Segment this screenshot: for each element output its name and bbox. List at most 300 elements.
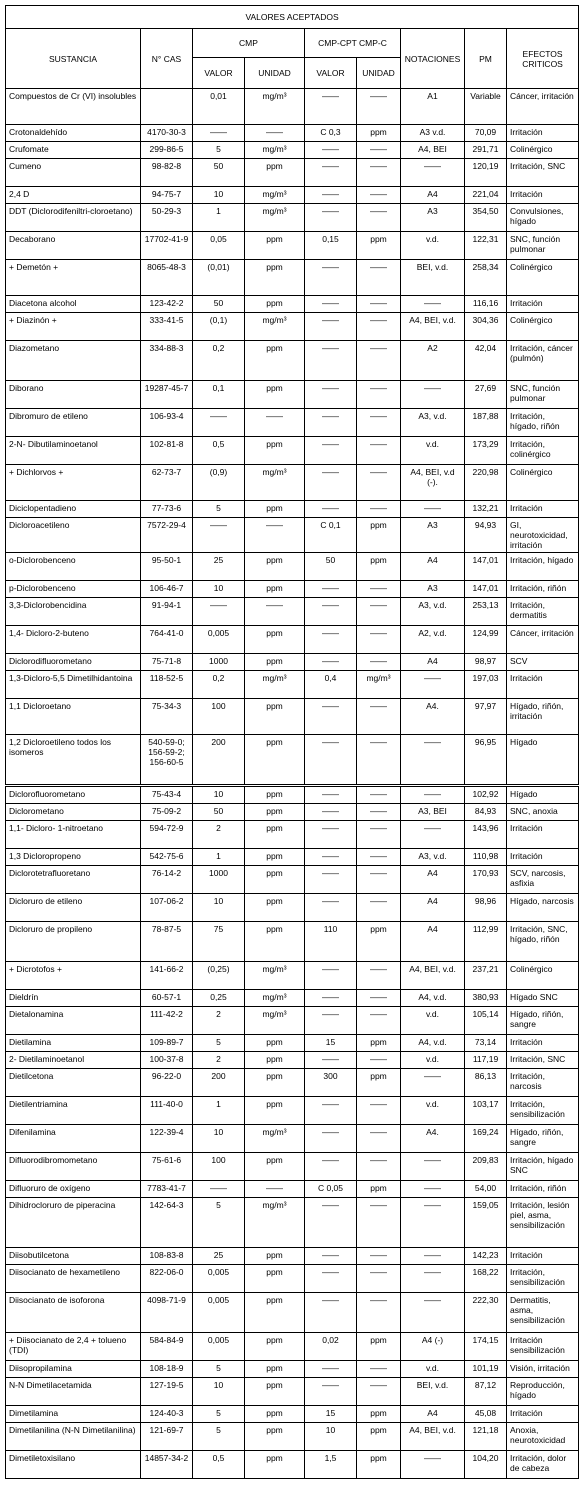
cell-efectos: Irritación, dolor de cabeza	[507, 1451, 579, 1479]
cell-cmp-unidad: ppm	[245, 1423, 305, 1451]
cell-notaciones: v.d.	[401, 1007, 465, 1035]
cell-notaciones: A4, v.d.	[401, 990, 465, 1007]
cell-pm: 170,93	[465, 866, 507, 894]
cell-cmp-valor: (0,1)	[193, 313, 245, 341]
table-row	[6, 1181, 579, 1198]
cell-cmp-valor: 0,005	[193, 1293, 245, 1333]
cell-efectos: SNC, función pulmonar	[507, 232, 579, 260]
cell-efectos: Dermatitis, asma, sensibilización	[507, 1293, 579, 1333]
cell-pm: 87,12	[465, 1378, 507, 1406]
cell-cpt-valor: ——	[305, 1097, 357, 1125]
cell-cmp-unidad: ppm	[245, 1035, 305, 1052]
table-row	[6, 787, 579, 804]
cell-notaciones: A3	[401, 581, 465, 598]
cell-notaciones: A4	[401, 654, 465, 671]
table-row	[6, 465, 579, 501]
cell-efectos: Irritación	[507, 296, 579, 313]
cell-cas: 764-41-0	[141, 626, 193, 654]
cell-pm: 103,17	[465, 1097, 507, 1125]
cell-cpt-valor: ——	[305, 804, 357, 821]
cell-cmp-valor: 5	[193, 501, 245, 518]
cell-cmp-valor: 0,2	[193, 341, 245, 381]
cell-cpt-valor: ——	[305, 581, 357, 598]
cell-cmp-unidad: mg/m³	[245, 89, 305, 125]
table-row	[6, 159, 579, 187]
cell-pm: 45,08	[465, 1406, 507, 1423]
cell-cmp-valor: 10	[193, 1378, 245, 1406]
cell-notaciones: ——	[401, 821, 465, 849]
cell-cmp-unidad: mg/m³	[245, 1007, 305, 1035]
cell-cas: 107-06-2	[141, 894, 193, 922]
cell-pm: 222,30	[465, 1293, 507, 1333]
cell-efectos: Hígado SNC	[507, 990, 579, 1007]
cell-pm: 121,18	[465, 1423, 507, 1451]
cell-cmp-unidad: mg/m³	[245, 962, 305, 990]
cell-cpt-unidad: ——	[357, 894, 401, 922]
cell-cas: 108-83-8	[141, 1248, 193, 1265]
cell-cmp-unidad: ppm	[245, 1069, 305, 1097]
cell-cpt-unidad: ppm	[357, 1423, 401, 1451]
cell-name: Diisocianato de isoforona	[6, 1293, 141, 1333]
cell-cmp-valor: 200	[193, 1069, 245, 1097]
cell-efectos: SCV	[507, 654, 579, 671]
cell-cas: 542-75-6	[141, 849, 193, 866]
table-row	[6, 518, 579, 553]
table-row	[6, 381, 579, 409]
cell-cas	[141, 89, 193, 125]
cell-cpt-valor: 0,4	[305, 671, 357, 699]
cell-cmp-valor: 1000	[193, 866, 245, 894]
cell-name: + Demetón +	[6, 260, 141, 296]
cell-efectos: Irritación, sensibilización	[507, 1265, 579, 1293]
cell-cmp-valor: ——	[193, 598, 245, 626]
cell-cpt-valor: ——	[305, 501, 357, 518]
cell-cpt-valor: ——	[305, 89, 357, 125]
cell-name: DDT (Diclorodifeniltri-cloroetano)	[6, 204, 141, 232]
cell-notaciones: v.d.	[401, 437, 465, 465]
cell-cas: 127-19-5	[141, 1378, 193, 1406]
table-row	[6, 1069, 579, 1097]
cell-name: Diisobutilcetona	[6, 1248, 141, 1265]
table-row	[6, 821, 579, 849]
cell-notaciones: A1	[401, 89, 465, 125]
header-sustancia: SUSTANCIA	[6, 29, 141, 89]
cell-cas: 124-40-3	[141, 1406, 193, 1423]
table-row	[6, 1052, 579, 1069]
cell-cmp-unidad: ppm	[245, 849, 305, 866]
cell-cpt-valor: 1,5	[305, 1451, 357, 1479]
cell-cmp-unidad: ppm	[245, 1333, 305, 1361]
cell-name: 1,3 Dicloropropeno	[6, 849, 141, 866]
cell-cas: 333-41-5	[141, 313, 193, 341]
cell-name: Crotonaldehído	[6, 125, 141, 142]
cell-cas: 76-14-2	[141, 866, 193, 894]
cell-cas: 62-73-7	[141, 465, 193, 501]
cell-pm: 187,88	[465, 409, 507, 437]
cell-cmp-valor: ——	[193, 1181, 245, 1198]
cell-cpt-unidad: ——	[357, 501, 401, 518]
cell-cmp-valor: 5	[193, 142, 245, 159]
cell-efectos: Visión, irritación	[507, 1361, 579, 1378]
cell-cmp-valor: 50	[193, 804, 245, 821]
table-row	[6, 1451, 579, 1479]
cell-cpt-unidad: ——	[357, 598, 401, 626]
cell-efectos: SCV, narcosis, asfixia	[507, 866, 579, 894]
cell-notaciones: A3	[401, 204, 465, 232]
cell-cpt-valor: ——	[305, 313, 357, 341]
cell-name: Dihidrocloruro de piperacina	[6, 1198, 141, 1248]
table-row	[6, 735, 579, 785]
cell-cmp-unidad: ppm	[245, 787, 305, 804]
cell-cas: 142-64-3	[141, 1198, 193, 1248]
cell-cpt-unidad: ——	[357, 654, 401, 671]
cell-cmp-valor: 10	[193, 581, 245, 598]
cell-cmp-unidad: ppm	[245, 553, 305, 581]
cell-notaciones: A4, BEI, v.d.	[401, 1423, 465, 1451]
cell-cpt-valor: ——	[305, 990, 357, 1007]
cell-pm: 237,21	[465, 962, 507, 990]
cell-pm: 221,04	[465, 187, 507, 204]
cell-cpt-unidad: ppm	[357, 1406, 401, 1423]
cell-efectos: GI, neurotoxicidad, irritación	[507, 518, 579, 553]
cell-cas: 96-22-0	[141, 1069, 193, 1097]
cell-cpt-unidad: ——	[357, 787, 401, 804]
cell-cpt-unidad: ——	[357, 89, 401, 125]
cell-pm: 291,71	[465, 142, 507, 159]
cell-efectos: Convulsiones, hígado	[507, 204, 579, 232]
cell-notaciones: BEI, v.d.	[401, 1378, 465, 1406]
cell-pm: 27,69	[465, 381, 507, 409]
cell-cmp-valor: 0,5	[193, 437, 245, 465]
cell-cmp-unidad: ppm	[245, 1451, 305, 1479]
table-row	[6, 89, 579, 125]
cell-cas: 7572-29-4	[141, 518, 193, 553]
cell-efectos: SNC, anoxia	[507, 804, 579, 821]
cell-cpt-unidad: ——	[357, 699, 401, 735]
cell-cpt-valor: ——	[305, 1007, 357, 1035]
header-efectos: EFECTOS CRITICOS	[507, 29, 579, 89]
cell-pm: 132,21	[465, 501, 507, 518]
cell-name: Diclorometano	[6, 804, 141, 821]
cell-cpt-unidad: ——	[357, 409, 401, 437]
cell-cmp-unidad: mg/m³	[245, 1198, 305, 1248]
cell-pm: 142,23	[465, 1248, 507, 1265]
cell-cpt-valor: ——	[305, 962, 357, 990]
cell-cmp-unidad: ppm	[245, 1052, 305, 1069]
cell-cmp-unidad: mg/m³	[245, 313, 305, 341]
cell-cas: 17702-41-9	[141, 232, 193, 260]
cell-notaciones: v.d.	[401, 1097, 465, 1125]
cell-name: p-Diclorobenceno	[6, 581, 141, 598]
cell-name: Dimetilamina	[6, 1406, 141, 1423]
cell-cmp-unidad: mg/m³	[245, 465, 305, 501]
cell-cpt-valor: ——	[305, 1378, 357, 1406]
cell-cmp-unidad: mg/m³	[245, 142, 305, 159]
cell-name: 2,4 D	[6, 187, 141, 204]
cell-efectos: Irritación, cáncer (pulmón)	[507, 341, 579, 381]
cell-cpt-unidad: ——	[357, 142, 401, 159]
cell-cpt-unidad: ——	[357, 1265, 401, 1293]
cell-cmp-unidad: ppm	[245, 232, 305, 260]
cell-efectos: Irritación, riñón	[507, 1181, 579, 1198]
cell-cas: 75-71-8	[141, 654, 193, 671]
cell-cmp-unidad: mg/m³	[245, 1125, 305, 1153]
cell-cmp-unidad: ——	[245, 518, 305, 553]
cell-pm: 54,00	[465, 1181, 507, 1198]
cell-name: Dietilentriamina	[6, 1097, 141, 1125]
cell-pm: 147,01	[465, 553, 507, 581]
cell-pm: 98,96	[465, 894, 507, 922]
cell-notaciones: A4, BEI, v.d.	[401, 962, 465, 990]
cell-cpt-valor: 15	[305, 1406, 357, 1423]
cell-name: Diclorodifluorometano	[6, 654, 141, 671]
cell-efectos: Colinérgico	[507, 260, 579, 296]
header-pm: PM	[465, 29, 507, 89]
cell-cmp-unidad: ppm	[245, 735, 305, 785]
cell-cpt-valor: 110	[305, 922, 357, 962]
cell-cas: 94-75-7	[141, 187, 193, 204]
exposure-limits-table-1	[5, 5, 579, 785]
cell-cmp-unidad: ppm	[245, 1097, 305, 1125]
cell-name: Dicloruro de etileno	[6, 894, 141, 922]
cell-cmp-valor: (0,9)	[193, 465, 245, 501]
cell-cas: 299-86-5	[141, 142, 193, 159]
table-row	[6, 1406, 579, 1423]
cell-efectos: Hígado	[507, 735, 579, 785]
table-row	[6, 626, 579, 654]
cell-cpt-unidad: ——	[357, 626, 401, 654]
cell-cmp-valor: 2	[193, 821, 245, 849]
cell-notaciones: v.d.	[401, 1361, 465, 1378]
cell-cmp-valor: 5	[193, 1406, 245, 1423]
cell-efectos: Colinérgico	[507, 465, 579, 501]
cell-cmp-valor: (0,25)	[193, 962, 245, 990]
table-row	[6, 804, 579, 821]
cell-cmp-unidad: ppm	[245, 381, 305, 409]
cell-cas: 122-39-4	[141, 1125, 193, 1153]
header-notaciones: NOTACIONES	[401, 29, 465, 89]
cell-pm: 169,24	[465, 1125, 507, 1153]
cell-cpt-unidad: ——	[357, 1153, 401, 1181]
cell-cmp-valor: 10	[193, 787, 245, 804]
cell-cmp-valor: ——	[193, 409, 245, 437]
cell-cmp-unidad: ppm	[245, 1248, 305, 1265]
cell-cmp-unidad: ppm	[245, 260, 305, 296]
cell-name: Decaborano	[6, 232, 141, 260]
cell-efectos: Hígado, narcosis	[507, 894, 579, 922]
cell-cmp-unidad: ppm	[245, 699, 305, 735]
cell-notaciones: A3 v.d.	[401, 125, 465, 142]
cell-cmp-valor: 0,005	[193, 626, 245, 654]
cell-cmp-valor: 1	[193, 204, 245, 232]
cell-cas: 75-34-3	[141, 699, 193, 735]
cell-pm: 209,83	[465, 1153, 507, 1181]
cell-cmp-valor: ——	[193, 125, 245, 142]
cell-pm: 159,05	[465, 1198, 507, 1248]
cell-cmp-unidad: ppm	[245, 1293, 305, 1333]
cell-cpt-valor: ——	[305, 204, 357, 232]
cell-cpt-unidad: ——	[357, 804, 401, 821]
cell-cpt-valor: ——	[305, 409, 357, 437]
table-row	[6, 341, 579, 381]
cell-cmp-unidad: mg/m³	[245, 204, 305, 232]
cell-cpt-unidad: ——	[357, 849, 401, 866]
cell-cmp-valor: 0,01	[193, 89, 245, 125]
cell-efectos: Irritación, riñón	[507, 581, 579, 598]
cell-cmp-valor: 25	[193, 553, 245, 581]
table-row	[6, 990, 579, 1007]
table-row	[6, 654, 579, 671]
cell-cmp-unidad: ppm	[245, 1361, 305, 1378]
cell-pm: 73,14	[465, 1035, 507, 1052]
table-row	[6, 142, 579, 159]
table-row	[6, 922, 579, 962]
cell-name: + Diisocianato de 2,4 + tolueno (TDI)	[6, 1333, 141, 1361]
cell-pm: 117,19	[465, 1052, 507, 1069]
cell-cpt-valor: ——	[305, 296, 357, 313]
cell-notaciones: A2, v.d.	[401, 626, 465, 654]
cell-cas: 584-84-9	[141, 1333, 193, 1361]
cell-cmp-valor: 10	[193, 894, 245, 922]
cell-notaciones: ——	[401, 1248, 465, 1265]
cell-cas: 111-40-0	[141, 1097, 193, 1125]
cell-efectos: Irritación	[507, 671, 579, 699]
cell-name: Diborano	[6, 381, 141, 409]
cell-cmp-valor: 0,2	[193, 671, 245, 699]
cell-cmp-valor: 5	[193, 1198, 245, 1248]
cell-pm: 168,22	[465, 1265, 507, 1293]
cell-efectos: Irritación, hígado SNC	[507, 1153, 579, 1181]
cell-cpt-valor: ——	[305, 1293, 357, 1333]
cell-notaciones: ——	[401, 1181, 465, 1198]
cell-pm: 94,93	[465, 518, 507, 553]
cell-cpt-valor: 50	[305, 553, 357, 581]
cell-name: Dietilamina	[6, 1035, 141, 1052]
cell-efectos: Hígado, riñón, irritación	[507, 699, 579, 735]
cell-efectos: Hígado, riñón, sangre	[507, 1007, 579, 1035]
cell-name: Dietalonamina	[6, 1007, 141, 1035]
cell-name: 1,4- Dicloro-2-buteno	[6, 626, 141, 654]
cell-name: + Diazinón +	[6, 313, 141, 341]
cell-notaciones: A3, v.d.	[401, 598, 465, 626]
cell-efectos: Irritación, sensibilización	[507, 1097, 579, 1125]
cell-cas: 4170-30-3	[141, 125, 193, 142]
cell-notaciones: A4, BEI	[401, 142, 465, 159]
cell-name: Cumeno	[6, 159, 141, 187]
cell-cas: 102-81-8	[141, 437, 193, 465]
cell-pm: 104,20	[465, 1451, 507, 1479]
table-row	[6, 866, 579, 894]
cell-pm: 96,95	[465, 735, 507, 785]
header-unidad-2: UNIDAD	[357, 58, 401, 89]
header-cmp: CMP	[193, 29, 305, 58]
cell-cpt-unidad: ——	[357, 1378, 401, 1406]
cell-cas: 334-88-3	[141, 341, 193, 381]
cell-notaciones: ——	[401, 1069, 465, 1097]
cell-cmp-unidad: ppm	[245, 581, 305, 598]
cell-pm: 258,34	[465, 260, 507, 296]
cell-efectos: Hígado, riñón, sangre	[507, 1125, 579, 1153]
cell-cpt-valor: 0,15	[305, 232, 357, 260]
cell-cpt-unidad: ——	[357, 962, 401, 990]
cell-cmp-unidad: mg/m³	[245, 990, 305, 1007]
cell-cpt-unidad: ——	[357, 1125, 401, 1153]
table-row	[6, 1248, 579, 1265]
cell-cmp-unidad: ppm	[245, 1265, 305, 1293]
cell-efectos: Anoxia, neurotoxicidad	[507, 1423, 579, 1451]
table-row	[6, 1361, 579, 1378]
table-row	[6, 671, 579, 699]
cell-name: Dimetilanilina (N-N Dimetilanilina)	[6, 1423, 141, 1451]
cell-cas: 141-66-2	[141, 962, 193, 990]
cell-cpt-unidad: ——	[357, 381, 401, 409]
cell-cpt-unidad: ——	[357, 296, 401, 313]
cell-pm: 84,93	[465, 804, 507, 821]
cell-cas: 77-73-6	[141, 501, 193, 518]
cell-name: Difluoruro de oxígeno	[6, 1181, 141, 1198]
cell-efectos: Irritación	[507, 821, 579, 849]
cell-notaciones: A4	[401, 1406, 465, 1423]
cell-cmp-valor: ——	[193, 518, 245, 553]
cell-notaciones: v.d.	[401, 232, 465, 260]
cell-cmp-valor: 100	[193, 699, 245, 735]
cell-notaciones: A3, BEI	[401, 804, 465, 821]
cell-efectos: Irritación, hígado	[507, 553, 579, 581]
cell-name: o-Diclorobenceno	[6, 553, 141, 581]
cell-cmp-unidad: ppm	[245, 1406, 305, 1423]
cell-name: Difenilamina	[6, 1125, 141, 1153]
cell-efectos: Colinérgico	[507, 962, 579, 990]
cell-cmp-valor: 75	[193, 922, 245, 962]
cell-efectos: Irritación, SNC	[507, 1052, 579, 1069]
table-row	[6, 598, 579, 626]
cell-cpt-valor: ——	[305, 849, 357, 866]
cell-cpt-unidad: ——	[357, 735, 401, 785]
cell-cmp-valor: 200	[193, 735, 245, 785]
table-row	[6, 313, 579, 341]
cell-cmp-valor: 10	[193, 1125, 245, 1153]
cell-cpt-valor: ——	[305, 598, 357, 626]
cell-cmp-valor: 5	[193, 1423, 245, 1451]
cell-cas: 95-50-1	[141, 553, 193, 581]
cell-cpt-unidad: ——	[357, 866, 401, 894]
cell-efectos: Irritación, SNC, hígado, riñón	[507, 922, 579, 962]
cell-cas: 108-18-9	[141, 1361, 193, 1378]
cell-cmp-valor: 1	[193, 849, 245, 866]
cell-cmp-unidad: ppm	[245, 159, 305, 187]
cell-name: 1,2 Dicloroetileno todos los isomeros	[6, 735, 141, 785]
cell-cmp-valor: 25	[193, 1248, 245, 1265]
cell-cpt-unidad: ——	[357, 1052, 401, 1069]
cell-notaciones: ——	[401, 1153, 465, 1181]
cell-cpt-valor: ——	[305, 654, 357, 671]
table-row	[6, 894, 579, 922]
cell-efectos: Cáncer, irritación	[507, 626, 579, 654]
cell-pm: 102,92	[465, 787, 507, 804]
cell-pm: 173,29	[465, 437, 507, 465]
cell-cpt-valor: ——	[305, 866, 357, 894]
cell-notaciones: A4 (-)	[401, 1333, 465, 1361]
cell-cpt-unidad: ——	[357, 1248, 401, 1265]
cell-cas: 75-09-2	[141, 804, 193, 821]
cell-name: Compuestos de Cr (VI) insolubles	[6, 89, 141, 125]
cell-pm: 101,19	[465, 1361, 507, 1378]
cell-cas: 78-87-5	[141, 922, 193, 962]
table-row	[6, 501, 579, 518]
table-row	[6, 1035, 579, 1052]
table-row	[6, 1423, 579, 1451]
cell-cpt-unidad: ——	[357, 465, 401, 501]
